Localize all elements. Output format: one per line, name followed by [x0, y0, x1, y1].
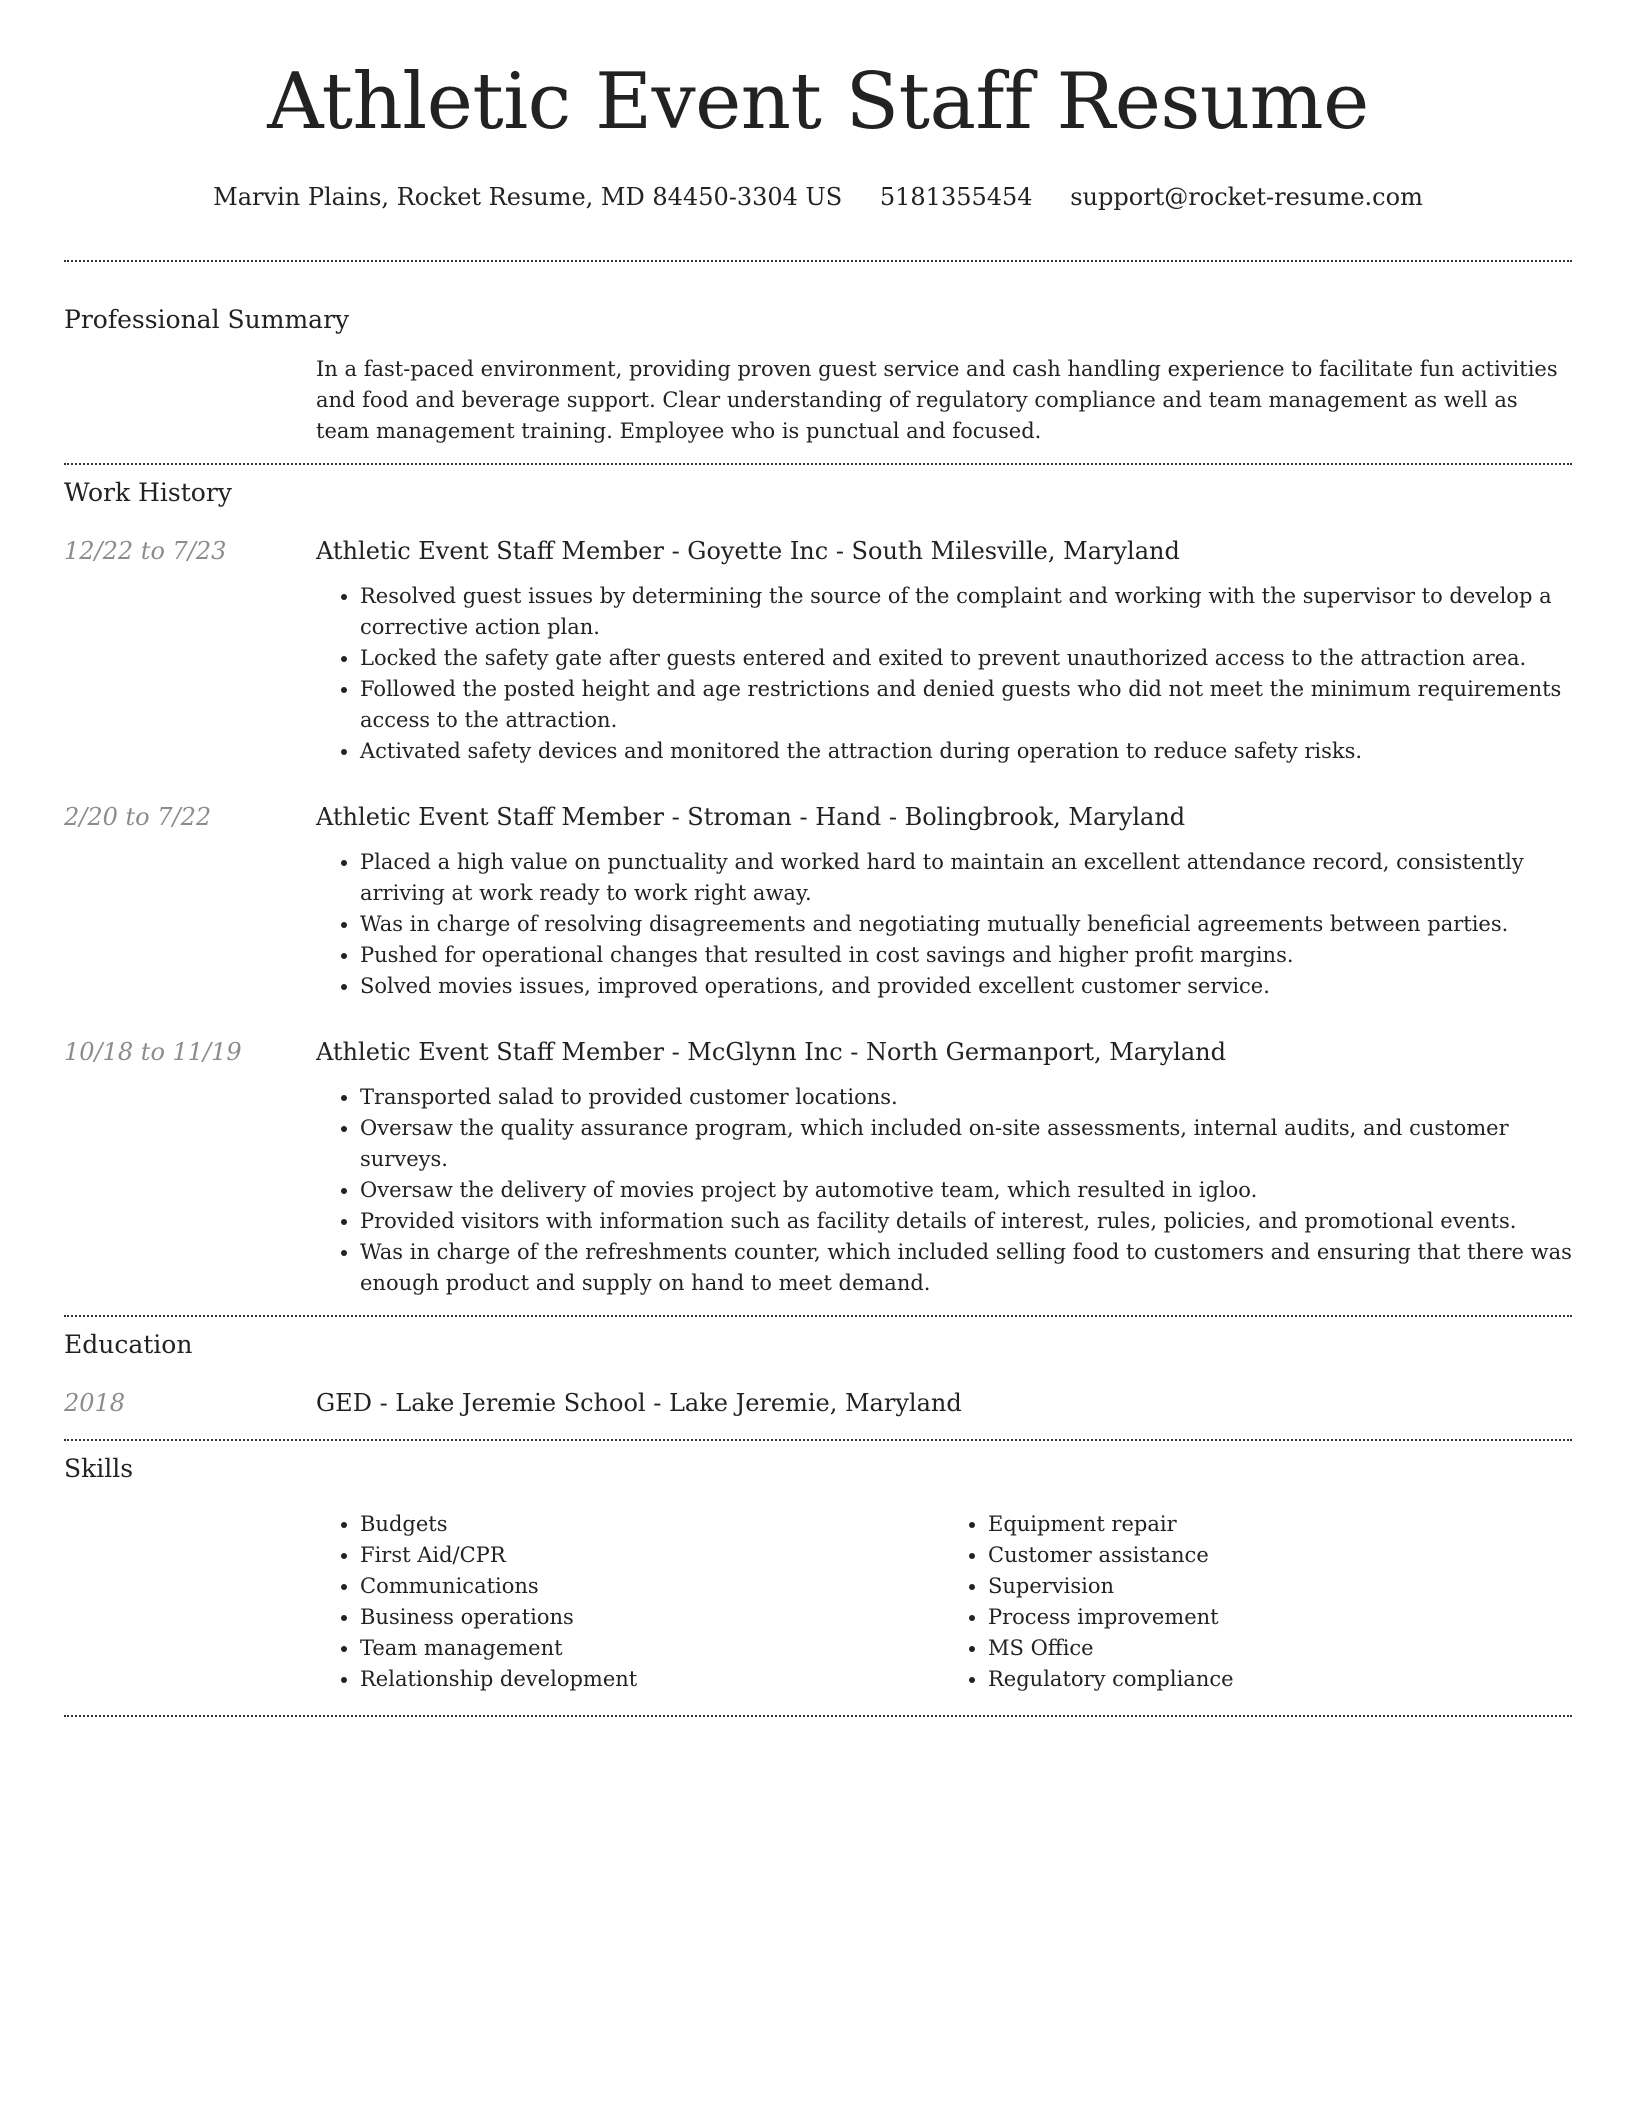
list-item: • Transported salad to provided customer locations. [360, 1082, 1572, 1113]
list-item: • Provided visitors with information such as facility details of interest, rules, policies, and promotional events. [360, 1206, 1572, 1237]
divider [64, 1439, 1572, 1441]
skill-item: • Relationship development [360, 1664, 944, 1695]
job-title: Athletic Event Staff Member - Stroman - Hand - Bolingbrook, Maryland [316, 803, 1186, 831]
skills-heading: Skills [64, 1454, 134, 1483]
job-dates: 12/22 to 7/23 [64, 537, 227, 565]
skill-item: • Equipment repair [988, 1509, 1572, 1540]
skill-item: • Communications [360, 1571, 944, 1602]
divider [64, 1315, 1572, 1317]
skill-item: • Regulatory compliance [988, 1664, 1572, 1695]
job-bullets [316, 847, 1572, 1002]
work-heading: Work History [64, 478, 232, 507]
summary-section [64, 304, 1572, 447]
list-item: • Followed the posted height and age restrictions and denied guests who did not meet the minimum requirements access to the attraction. [360, 674, 1572, 736]
skill-item: • Business operations [360, 1602, 944, 1633]
resume-title: Athletic Event Staff Resume [267, 57, 1369, 147]
job-entry [64, 1036, 1572, 1299]
list-item: • Locked the safety gate after guests entered and exited to prevent unauthorized access to the attraction area. [360, 643, 1572, 674]
job-title: Athletic Event Staff Member - Goyette Inc - South Milesville, Maryland [316, 537, 1180, 565]
skills-section [64, 1453, 1572, 1695]
contact-email: support@rocket-resume.com [1070, 183, 1423, 211]
contact-line [64, 182, 1572, 212]
resume-page [64, 0, 1572, 1717]
skill-item: • Customer assistance [988, 1540, 1572, 1571]
skill-item: • MS Office [988, 1633, 1572, 1664]
divider [64, 260, 1572, 262]
education-title: GED - Lake Jeremie School - Lake Jeremie, Maryland [316, 1389, 962, 1417]
list-item: • Was in charge of the refreshments counter, which included selling food to customers and ensuring that there was enough product and supply on hand to meet demand. [360, 1237, 1572, 1299]
education-section [64, 1329, 1572, 1419]
skills-list-right [944, 1509, 1572, 1695]
contact-phone: 5181355454 [879, 183, 1033, 211]
skill-item: • Team management [360, 1633, 944, 1664]
work-section [64, 477, 1572, 1299]
divider [64, 1715, 1572, 1717]
list-item: • Oversaw the delivery of movies project by automotive team, which resulted in igloo. [360, 1175, 1572, 1206]
skill-item: • Budgets [360, 1509, 944, 1540]
job-bullets [316, 1082, 1572, 1299]
contact-address: Marvin Plains, Rocket Resume, MD 84450-3304 US [213, 183, 843, 211]
list-item: • Was in charge of resolving disagreements and negotiating mutually beneficial agreements between parties. [360, 909, 1572, 940]
skills-grid [316, 1509, 1572, 1695]
list-item: • Solved movies issues, improved operations, and provided excellent customer service. [360, 971, 1572, 1002]
list-item: • Pushed for operational changes that resulted in cost savings and higher profit margins. [360, 940, 1572, 971]
education-year: 2018 [64, 1389, 126, 1417]
job-entry [64, 801, 1572, 1002]
job-dates: 2/20 to 7/22 [64, 803, 212, 831]
skills-list-left [316, 1509, 944, 1695]
summary-heading: Professional Summary [64, 305, 350, 334]
skill-item: • Process improvement [988, 1602, 1572, 1633]
job-entry [64, 535, 1572, 767]
job-bullets [316, 581, 1572, 767]
education-heading: Education [64, 1330, 193, 1359]
skill-item: • First Aid/CPR [360, 1540, 944, 1571]
list-item: • Activated safety devices and monitored the attraction during operation to reduce safety risks. [360, 736, 1572, 767]
skill-item: • Supervision [988, 1571, 1572, 1602]
list-item: • Oversaw the quality assurance program, which included on-site assessments, internal audits, and customer surveys. [360, 1113, 1572, 1175]
summary-text: In a fast-paced environment, providing proven guest service and cash handling experience to facilitate fun activities and food and beverage support. Clear understanding of regulatory compliance and team management as well as team management training. Employee who is punctual and focused. [316, 357, 1558, 443]
job-title: Athletic Event Staff Member - McGlynn Inc - North Germanport, Maryland [316, 1038, 1226, 1066]
job-dates: 10/18 to 11/19 [64, 1038, 242, 1066]
list-item: • Resolved guest issues by determining the source of the complaint and working with the supervisor to develop a corrective action plan. [360, 581, 1572, 643]
list-item: • Placed a high value on punctuality and worked hard to maintain an excellent attendance record, consistently arriving at work ready to work right away. [360, 847, 1572, 909]
education-entry [64, 1387, 1572, 1419]
divider [64, 463, 1572, 465]
